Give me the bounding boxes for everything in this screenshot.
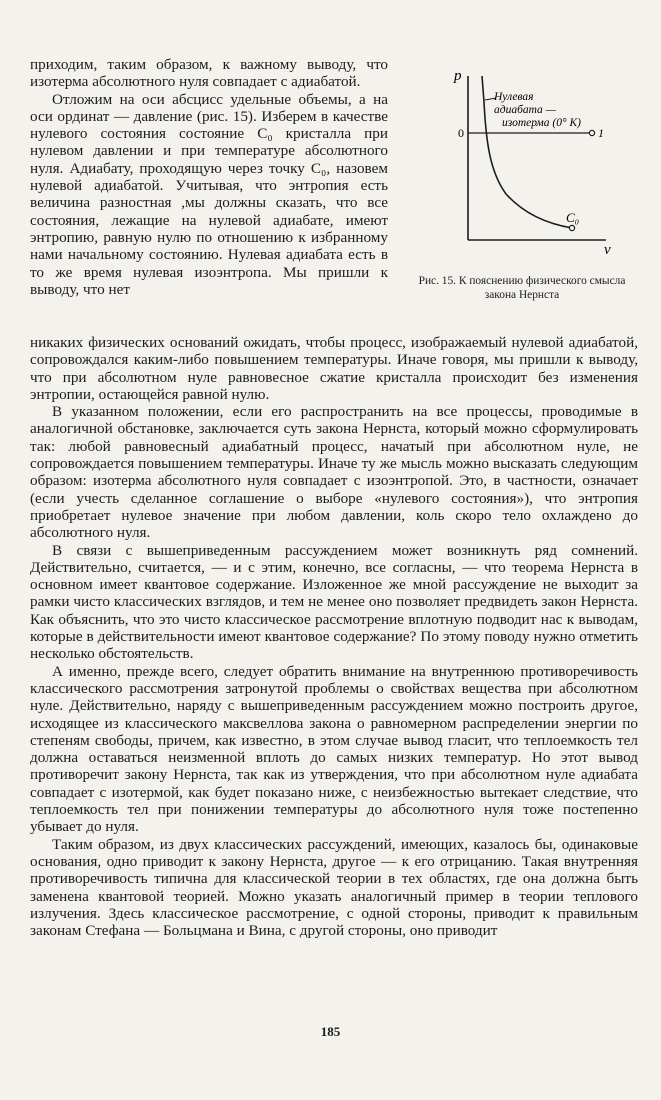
paragraph-conclusion: Таким образом, из двух классических рассуждений, имеющих, казалось бы, одинаковые основания, одно приводит к закону Нернста, другое — к его отрицанию. Такая внутренняя противоречивость типична для классической теории в тех областях, где она должна быть заменена квантовой теорией. Можно указать аналогичный пример в теории теплового излучения. Здесь классическое рассмотрение, с одной стороны, приводит к правильным законам Стефана — Больцмана и Вина, с другой стороны, оно приводит xyxy=(30,835,638,940)
curve-label-line3: изотерма (0° K) xyxy=(502,117,581,129)
point-c0-marker xyxy=(569,225,574,230)
paragraph-doubts: В связи с вышеприведенным рассуждением может возникнуть ряд сомнений. Действительно, считается, — и с этим, конечно, все согласны, — что теорема Нернста в основном имеет квантовое содержание. Изложенное же мной рассуждение не выходит за рамки чисто классических взглядов, и тем не менее оно позволяет предвидеть закон Нернста. Как объяснить, что это чисто классическое рассмотрение вплотную подводит нас к выводам, которые в действительности имеют квантовое содержание? По этому поводу нужно отметить несколько обстоятельств. xyxy=(30,541,638,663)
point-1-marker xyxy=(589,130,594,135)
v-axis-label: v xyxy=(604,242,611,258)
page-number: 185 xyxy=(320,1024,341,1039)
paragraph-contradiction: А именно, прежде всего, следует обратить внимание на внутреннюю противоречивость классического рассмотрения затронутой проблемы о свойствах вещества при абсолютном нуле. Действительно, наряду с вышеприведенным рассуждением можно построить другое, исходящее из классического максвеллова закона о равномерном распределении энергии по степеням свободы, причем, как известно, в этом случае вывод гласит, что теплоемкость тел должна оставаться неизменной вплоть до самых низких температур. Но этот вывод противоречит закону Нернста, так как из утверждения, что при абсолютном нуле адиабата совпадает с изотермой, как будет показано ниже, с неизбежностью вытекает следствие, что теплоемкость тел при понижении температуры до абсолютного нуля тоже постепенно убывает до нуля. xyxy=(30,662,638,836)
label-one: 1 xyxy=(598,126,604,140)
p-axis-label: p xyxy=(454,68,462,84)
figure-caption: Рис. 15. К пояснению физического смысла закона Нернста xyxy=(418,275,626,301)
figure-15 xyxy=(406,62,638,302)
page-content xyxy=(30,56,638,939)
label-c0: C₀ xyxy=(566,210,580,225)
paragraph-continuation: никаких физических оснований ожидать, чтобы процесс, изображаемый нулевой адиабатой, сопровождался каким-либо повышением температуры. Иначе говоря, мы пришли к выводу, что при абсолютном нуле равновесное сжатие кристалла происходит без изменения энтропии, остающейся равной нулю. xyxy=(30,334,638,403)
curve-label-line2: адиабата — xyxy=(494,104,556,116)
left-column-text xyxy=(30,56,388,298)
body-text xyxy=(30,334,638,939)
paragraph-intro: приходим, таким образом, к важному выводу, что изотерма абсолютного нуля совпадает с адиабатой. xyxy=(30,56,388,91)
paragraph-nernst-law: В указанном положении, если его распространить на все процессы, проводимые в аналогичной обстановке, заключается суть закона Нернста, который можно сформулировать так: любой равновесный адиабатный процесс, начатый при абсолютном нуле, не сопровождается повышением температуры. Иначе ту же мысль можно высказать следующим образом: изотерма абсолютного нуля совпадает с изоэнтропой. Это, в частности, означает (если учесть сделанное соглашение о выборе «нулевого состояния»), что энтропия приобретает нулевое значение при любом давлении, коль скоро тело охлаждено до абсолютного нуля. xyxy=(30,403,638,542)
top-section xyxy=(30,56,638,334)
label-zero: 0 xyxy=(458,126,464,140)
paragraph-zero-state: Отложим на оси абсцисс удельные объемы, а на оси ординат — давление (рис. 15). Изберем в качестве нулевого состояния состояние C₀ кристалла при нулевом давлении и при температуре абсолютного нуля. Адиабату, проходящую через точку C₀, назовем нулевой адиабатой. Учитывая, что энтропия есть величина разностная ,мы должны сказать, что все состояния, лежащие на нулевой адиабате, имеют энтропию, равную нулю по отношению к избранному нами начальному состоянию. Нулевая адиабата есть в то же время нулевая изоэнтропа. Мы пришли к выводу, что нет xyxy=(30,90,388,298)
curve-label-line1: Нулевая xyxy=(494,91,534,103)
adiabat-diagram xyxy=(406,62,638,272)
